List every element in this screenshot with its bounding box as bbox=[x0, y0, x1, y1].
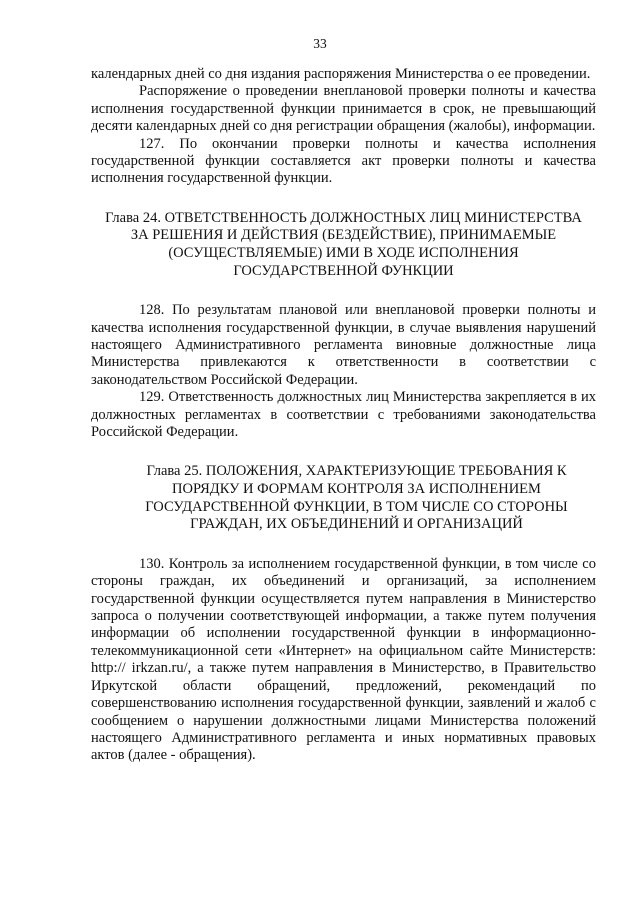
chapter-24-heading-line: ЗА РЕШЕНИЯ И ДЕЙСТВИЯ (БЕЗДЕЙСТВИЕ), ПРИНИМАЕМЫЕ bbox=[130, 227, 557, 244]
chapter-24-heading-line: ГОСУДАРСТВЕННОЙ ФУНКЦИИ bbox=[233, 262, 454, 279]
chapter-25-heading-line: ПОРЯДКУ И ФОРМАМ КОНТРОЛЯ ЗА ИСПОЛНЕНИЕМ bbox=[172, 481, 541, 498]
paragraph-130: 130. Контроль за исполнением государственной функции, в том числе со стороны граждан, их объединений и организаций, за исполнением государственной функции осуществляется путем направления в Министерство запроса о получении соответствующей информации, а также путем получения информации об исполнении государственной функции в информационно-телекоммуникационной сети «Интернет» на официальном сайте Министерств: http:// irkzan.ru/, а также путем направления в Министерство, в Правительство Иркутской области обращений, предложений, рекомендаций по совершенствованию исполнения государственной функции, заявлений и жалоб с сообщением о нарушении должностными лицами Министерства положений настоящего Административного регламента и иных нормативных правовых актов (далее - обращения). bbox=[91, 555, 596, 764]
page-content bbox=[91, 66, 596, 765]
chapter-25-heading-line: Глава 25. ПОЛОЖЕНИЯ, ХАРАКТЕРИЗУЮЩИЕ ТРЕБОВАНИЯ К bbox=[146, 463, 567, 480]
chapter-25-heading-line: ГРАЖДАН, ИХ ОБЪЕДИНЕНИЙ И ОРГАНИЗАЦИЙ bbox=[190, 516, 523, 533]
chapter-24-heading-line: (ОСУЩЕСТВЛЯЕМЫЕ) ИМИ В ХОДЕ ИСПОЛНЕНИЯ bbox=[168, 245, 519, 262]
paragraph-unscheduled-inspection: Распоряжение о проведении внеплановой проверки полноты и качества исполнения государственной функции принимается в срок, не превышающий десяти календарных дней со дня регистрации обращения (жалобы), информации. bbox=[91, 83, 596, 135]
chapter-25-heading-line: ГОСУДАРСТВЕННОЙ ФУНКЦИИ, В ТОМ ЧИСЛЕ СО СТОРОНЫ bbox=[145, 498, 568, 515]
page-number: 33 bbox=[313, 36, 327, 51]
paragraph-129: 129. Ответственность должностных лиц Министерства закрепляется в их должностных регламентах в соответствии с требованиями законодательства Российской Федерации. bbox=[91, 389, 596, 441]
paragraph-128: 128. По результатам плановой или внеплановой проверки полноты и качества исполнения государственной функции, в случае выявления нарушений настоящего Административного регламента виновные должностные лица Министерства привлекаются к ответственности в соответствии с законодательством Российской Федерации. bbox=[91, 302, 596, 388]
paragraph-continuation: календарных дней со дня издания распоряжения Министерства о ее проведении. bbox=[91, 66, 591, 82]
chapter-25-heading bbox=[91, 463, 596, 533]
paragraph-127: 127. По окончании проверки полноты и качества исполнения государственной функции составляется акт проверки полноты и качества исполнения государственной функции. bbox=[91, 135, 596, 187]
chapter-24-heading-line: Глава 24. ОТВЕТСТВЕННОСТЬ ДОЛЖНОСТНЫХ ЛИЦ МИНИСТЕРСТВА bbox=[105, 209, 582, 226]
chapter-24-heading bbox=[91, 210, 596, 280]
